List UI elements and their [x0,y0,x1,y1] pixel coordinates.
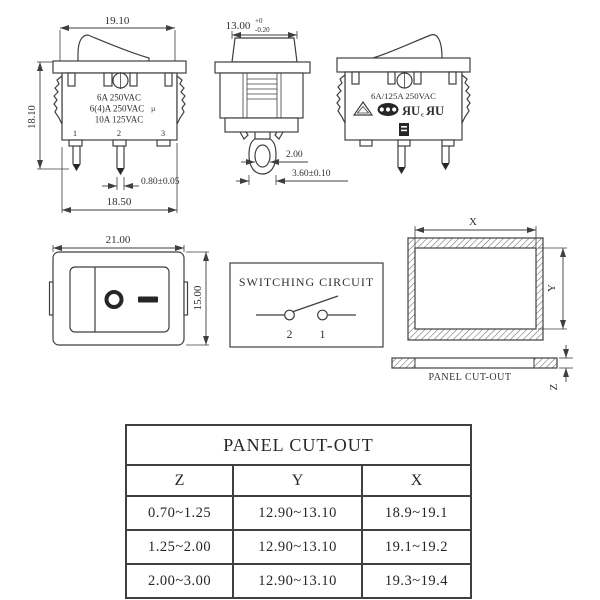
dim-width-label: 19.10 [104,15,130,27]
body-side [220,73,303,118]
ul-recognized-mark: ЯU [401,104,421,118]
dim-height-label: 18.10 [27,105,38,129]
cul-recognized-mark: ЯU [425,104,445,118]
mounting-clip-right [462,75,470,123]
switching-circuit-diagram [228,260,386,350]
table-row [126,530,471,564]
rocker-side-profile [232,38,297,62]
cell-y: 12.90~13.10 [233,564,362,598]
side-tab-right [184,282,188,315]
micro-gap-symbol: µ [151,104,156,113]
table-title: PANEL CUT-OUT [126,425,471,465]
dim-x-label: X [469,216,477,228]
open-contact-blade [294,296,339,312]
mounting-clip-right [177,76,185,124]
switch-bezel [53,61,186,73]
face-view-drawing [25,225,215,365]
panel-hatch [408,238,543,340]
rocker-actuator [373,35,442,58]
ccc-mark [378,103,399,116]
table-row [126,496,471,530]
cell-x: 19.3~19.4 [362,564,471,598]
terminal-3-label: 3 [160,128,166,138]
rocker-actuator [78,35,149,61]
panel-outer [408,238,543,340]
snap-hook-left [240,132,248,139]
cul-prefix: c [421,111,424,119]
cell-y: 12.90~13.10 [233,496,362,530]
panel-cutout-caption: PANEL CUT-OUT [428,372,512,383]
base-flange [225,118,298,132]
cell-y: 12.90~13.10 [233,530,362,564]
dim-z-label: Z [548,383,560,391]
dim-pin-label: 0.80±0.05 [141,177,180,187]
dim-base-label: 18.50 [106,196,132,208]
dim-tol-minus: -0.20 [255,26,270,34]
panel-cutout-table [125,424,472,599]
front-view-drawing [25,5,225,217]
marking-view-drawing [330,20,480,180]
cutout-opening [415,248,536,329]
on-symbol [138,297,158,303]
switch-bezel [337,58,470,72]
circuit-terminal-2 [285,310,295,320]
cell-x: 19.1~19.2 [362,530,471,564]
circuit-title: SWITCHING CIRCUIT [238,275,375,289]
panel-strip [392,358,557,368]
dim-face-height: 15.00 [192,285,204,311]
panel-cutout-drawing [385,210,600,400]
cell-z: 2.00~3.00 [126,564,233,598]
snap-hook-right [275,132,283,139]
table-row [126,564,471,598]
circuit-terminal-1 [318,310,328,320]
cqc-mark [399,123,409,136]
mounting-clip-left [54,76,62,124]
cell-z: 1.25~2.00 [126,530,233,564]
dim-face-width: 21.00 [105,234,131,246]
side-tab-left [50,282,54,315]
cell-x: 18.9~19.1 [362,496,471,530]
rating-line-3: 10A 125VAC [94,114,144,125]
rating-line-1: 6A 250VAC [96,92,142,103]
dim-sideview-width: 13.00 [225,20,251,32]
table-header-x: X [362,465,471,496]
rating-line-2: 6(4)A 250VAC [89,103,145,114]
terminal-1-label: 1 [72,128,78,138]
center-pin-hole [255,145,270,167]
terminal-2-label: 2 [116,128,122,138]
dim-pin-width: 2.00 [286,150,303,160]
table-header-z: Z [126,465,233,496]
circuit-terminal-2-label: 2 [286,329,293,341]
rating-label: 6A/125A 250VAC [370,91,437,101]
mounting-clip-left [337,75,345,123]
table-header-y: Y [233,465,362,496]
circuit-terminal-1-label: 1 [319,329,326,341]
bezel-side [215,62,310,73]
dim-y-label: Y [546,284,558,292]
cell-z: 0.70~1.25 [126,496,233,530]
dim-hole: 3.60±0.10 [292,169,331,179]
dim-tol-plus: +0 [255,17,263,25]
